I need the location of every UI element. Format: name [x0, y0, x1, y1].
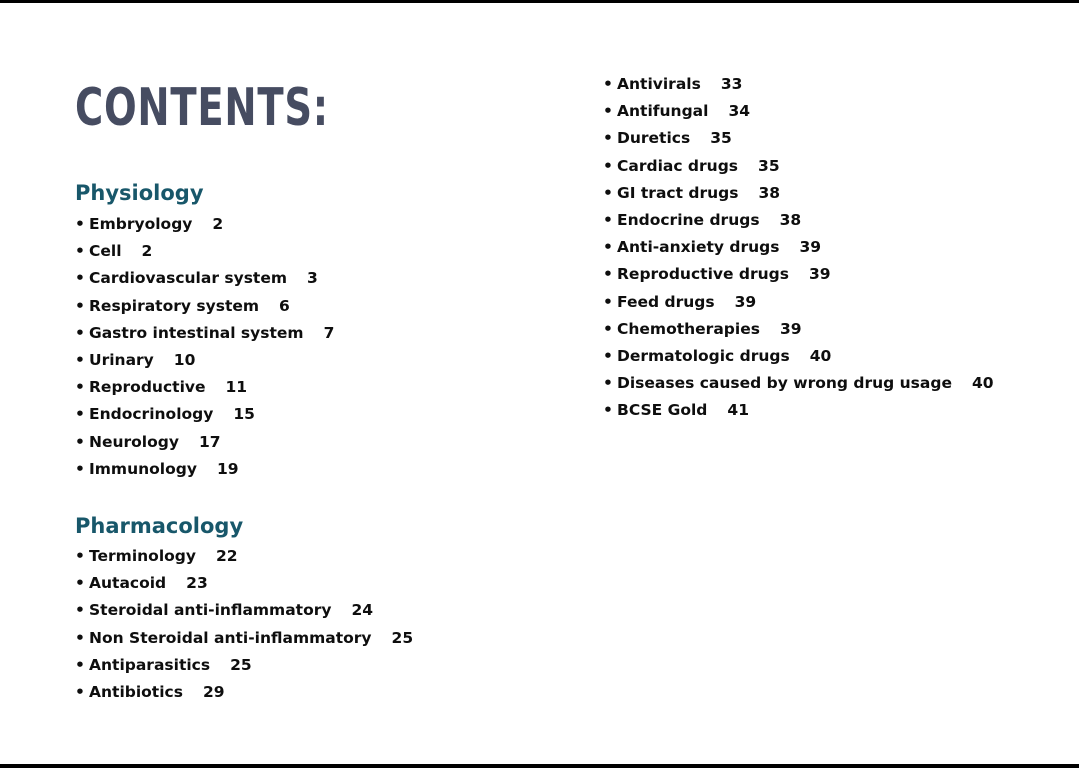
toc-entry-page-number: 6 — [279, 296, 290, 315]
toc-entry-page-number: 39 — [808, 265, 831, 284]
toc-entry-label: Cell — [89, 242, 122, 261]
toc-entry-label: Terminology — [89, 547, 196, 565]
toc-entry — [75, 347, 334, 374]
pharmacology-list — [75, 543, 413, 706]
toc-entry — [75, 293, 334, 320]
toc-entry-page-number: 15 — [233, 405, 255, 424]
bullet-icon: • — [75, 296, 85, 315]
bullet-icon: • — [603, 401, 613, 420]
toc-entry-label: Dermatologic drugs — [617, 346, 790, 365]
toc-entry — [75, 429, 334, 456]
toc-entry-label: Steroidal anti-inflammatory — [89, 601, 332, 620]
bullet-icon: • — [603, 75, 613, 93]
toc-entry-label: Reproductive — [89, 378, 206, 397]
toc-entry-label: Feed drugs — [617, 292, 715, 311]
bullet-icon: • — [603, 102, 613, 121]
bottom-border — [0, 764, 1079, 768]
bullet-icon: • — [75, 242, 85, 261]
bullet-icon: • — [75, 432, 85, 451]
bullet-icon: • — [75, 323, 85, 342]
toc-entry — [75, 265, 334, 292]
toc-entry-label: Immunology — [89, 459, 197, 478]
bullet-icon: • — [75, 574, 85, 593]
toc-entry-label: Embryology — [89, 215, 193, 233]
toc-entry-page-number: 40 — [971, 374, 994, 393]
toc-entry-label: GI tract drugs — [617, 183, 739, 202]
toc-entry — [603, 261, 994, 288]
toc-entry-label: Antiparasitics — [89, 655, 211, 674]
toc-entry-label: Autacoid — [89, 574, 167, 593]
toc-entry-page-number: 39 — [734, 292, 757, 311]
toc-entry-page-number: 2 — [141, 242, 153, 261]
toc-entry-page-number: 33 — [720, 75, 743, 93]
toc-entry-page-number: 25 — [391, 628, 414, 647]
toc-entry-label: Non Steroidal anti-inflammatory — [89, 628, 372, 647]
toc-entry — [75, 652, 413, 679]
toc-entry-label: Anti-anxiety drugs — [617, 238, 780, 257]
pharmacology-continued-list — [603, 71, 994, 424]
toc-entry-page-number: 24 — [351, 601, 374, 620]
toc-entry-page-number: 17 — [198, 432, 221, 451]
toc-entry-page-number: 34 — [728, 102, 751, 121]
toc-entry-page-number: 25 — [230, 655, 252, 674]
section-heading-physiology: Physiology — [75, 181, 204, 205]
toc-entry-page-number: 22 — [215, 547, 238, 565]
toc-entry — [75, 374, 334, 401]
bullet-icon: • — [75, 628, 85, 647]
toc-entry-label: Antibiotics — [89, 682, 183, 701]
toc-entry — [75, 625, 413, 652]
toc-entry-page-number: 35 — [710, 129, 732, 148]
toc-entry-label: Chemotherapies — [617, 319, 760, 338]
toc-entry-label: Endocrine drugs — [617, 210, 760, 229]
toc-entry-label: Cardiovascular system — [89, 269, 287, 288]
bullet-icon: • — [603, 238, 613, 257]
toc-entry-page-number: 38 — [758, 183, 781, 202]
toc-entry-label: Diseases caused by wrong drug usage — [617, 374, 952, 393]
toc-entry-page-number: 39 — [779, 319, 802, 338]
toc-entry — [603, 397, 994, 424]
toc-entry — [75, 679, 413, 706]
bullet-icon: • — [603, 210, 613, 229]
toc-entry — [603, 289, 994, 316]
bullet-icon: • — [75, 215, 85, 233]
toc-entry — [603, 98, 994, 125]
toc-entry-label: Urinary — [89, 350, 154, 369]
bullet-icon: • — [75, 682, 85, 701]
bullet-icon: • — [75, 601, 85, 620]
bullet-icon: • — [75, 655, 85, 674]
top-border — [0, 0, 1079, 3]
bullet-icon: • — [603, 156, 613, 175]
bullet-icon: • — [75, 350, 85, 369]
bullet-icon: • — [75, 378, 85, 397]
toc-entry-page-number: 2 — [212, 215, 224, 233]
toc-entry — [603, 316, 994, 343]
toc-entry — [603, 234, 994, 261]
bullet-icon: • — [603, 183, 613, 202]
toc-entry-page-number: 29 — [202, 682, 225, 701]
section-heading-pharmacology: Pharmacology — [75, 514, 244, 538]
toc-entry-page-number: 39 — [799, 238, 822, 257]
toc-entry-page-number: 38 — [779, 210, 802, 229]
physiology-list — [75, 211, 334, 483]
bullet-icon: • — [603, 319, 613, 338]
toc-entry-label: Cardiac drugs — [617, 156, 739, 175]
toc-entry-page-number: 35 — [758, 156, 780, 175]
bullet-icon: • — [603, 129, 613, 148]
toc-entry-label: Duretics — [617, 129, 691, 148]
bullet-icon: • — [75, 269, 85, 288]
toc-entry — [75, 597, 413, 624]
toc-entry-page-number: 3 — [307, 269, 318, 288]
toc-entry — [603, 180, 994, 207]
toc-entry — [603, 207, 994, 234]
toc-entry-page-number: 23 — [186, 574, 208, 593]
toc-entry — [75, 320, 334, 347]
toc-entry — [75, 401, 334, 428]
toc-entry-label: Antifungal — [617, 102, 709, 121]
toc-entry-label: Neurology — [89, 432, 179, 451]
toc-entry-page-number: 10 — [173, 350, 196, 369]
toc-entry-label: Gastro intestinal system — [89, 323, 304, 342]
bullet-icon: • — [603, 346, 613, 365]
toc-entry-label: Antivirals — [617, 75, 701, 93]
toc-entry-page-number: 41 — [727, 401, 749, 420]
bullet-icon: • — [603, 265, 613, 284]
toc-entry-page-number: 40 — [809, 346, 832, 365]
toc-entry — [603, 71, 994, 98]
toc-entry — [603, 370, 994, 397]
toc-entry-page-number: 7 — [323, 323, 335, 342]
toc-entry — [75, 570, 413, 597]
toc-entry-label: Endocrinology — [89, 405, 214, 424]
page-title: CONTENTS: — [75, 78, 329, 138]
toc-entry-label: Respiratory system — [89, 296, 260, 315]
toc-entry-page-number: 11 — [225, 378, 248, 397]
toc-entry — [603, 153, 994, 180]
toc-entry-label: BCSE Gold — [617, 401, 708, 420]
bullet-icon: • — [603, 374, 613, 393]
bullet-icon: • — [75, 459, 85, 478]
toc-entry-label: Reproductive drugs — [617, 265, 789, 284]
toc-entry — [603, 343, 994, 370]
bullet-icon: • — [75, 547, 85, 565]
bullet-icon: • — [603, 292, 613, 311]
toc-entry — [603, 125, 994, 152]
bullet-icon: • — [75, 405, 85, 424]
toc-entry — [75, 238, 334, 265]
toc-entry — [75, 543, 413, 570]
toc-entry — [75, 211, 334, 238]
toc-entry — [75, 456, 334, 483]
toc-entry-page-number: 19 — [216, 459, 239, 478]
